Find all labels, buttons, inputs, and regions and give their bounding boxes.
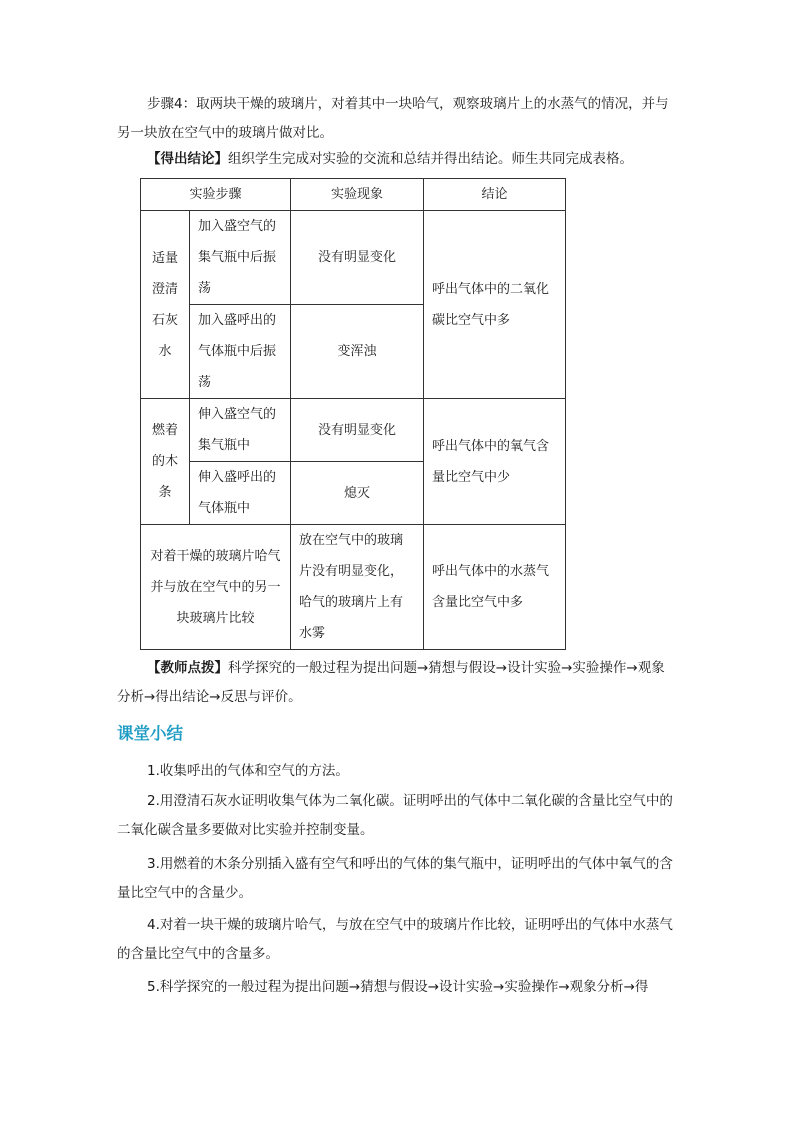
header-phenomenon: 实验现象 xyxy=(291,179,424,211)
teacher-tip xyxy=(117,654,677,712)
group3-phenomenon: 放在空气中的玻璃片没有明显变化，哈气的玻璃片上有水雾 xyxy=(291,525,424,650)
teacher-tip-text: 科学探究的一般过程为提出问题→猜想与假设→设计实验→实验操作→观象分析→得出结论→反思与评价。 xyxy=(117,660,665,705)
group2-phenomenon-1: 没有明显变化 xyxy=(291,399,424,462)
summary-title: 课堂小结 xyxy=(117,724,183,743)
group2-step-2: 伸入盛呼出的气体瓶中 xyxy=(190,462,291,525)
group2-label: 燃着的木条 xyxy=(141,399,190,525)
group2-phenomenon-2: 熄灭 xyxy=(291,462,424,525)
table-header-row xyxy=(141,179,566,211)
conclusion-text: 组织学生完成对实验的交流和总结并得出结论。师生共同完成表格。 xyxy=(228,151,633,167)
group1-step-2: 加入盛呼出的气体瓶中后振荡 xyxy=(190,305,291,399)
group1-phenomenon-2: 变浑浊 xyxy=(291,305,424,399)
header-step: 实验步骤 xyxy=(141,179,291,211)
group3-conclusion: 呼出气体中的水蒸气含量比空气中多 xyxy=(424,525,566,650)
group1-step-1: 加入盛空气的集气瓶中后振荡 xyxy=(190,211,291,305)
group1-phenomenon-1: 没有明显变化 xyxy=(291,211,424,305)
group2-step-1: 伸入盛空气的集气瓶中 xyxy=(190,399,291,462)
table-row xyxy=(141,211,566,305)
summary-item-2: 2.用澄清石灰水证明收集气体为二氧化碳。证明呼出的气体中二氧化碳的含量比空气中的二氧化碳含量多要做对比实验并控制变量。 xyxy=(117,793,673,838)
group2-conclusion: 呼出气体中的氧气含量比空气中少 xyxy=(424,399,566,525)
step4-paragraph: 步骤4：取两块干燥的玻璃片，对着其中一块哈气，观察玻璃片上的水蒸气的情况，并与另一块放在空气中的玻璃片做对比。 xyxy=(117,96,669,141)
group1-label: 适量澄清石灰水 xyxy=(141,211,190,399)
teacher-tip-label: 【教师点拨】 xyxy=(147,660,228,676)
group1-conclusion: 呼出气体中的二氧化碳比空气中多 xyxy=(424,211,566,399)
table-row xyxy=(141,525,566,650)
summary-item-3: 3.用燃着的木条分别插入盛有空气和呼出的气体的集气瓶中，证明呼出的气体中氧气的含量比空气中的含量少。 xyxy=(117,856,673,901)
experiment-table xyxy=(140,178,566,650)
conclusion-intro xyxy=(117,145,677,174)
group3-step: 对着干燥的玻璃片哈气并与放在空气中的另一块玻璃片比较 xyxy=(141,525,291,650)
summary-item-5: 5.科学探究的一般过程为提出问题→猜想与假设→设计实验→实验操作→观象分析→得 xyxy=(147,979,649,995)
conclusion-label: 【得出结论】 xyxy=(147,151,228,167)
table-row xyxy=(141,399,566,462)
summary-item-4: 4.对着一块干燥的玻璃片哈气，与放在空气中的玻璃片作比较，证明呼出的气体中水蒸气的含量比空气中的含量多。 xyxy=(117,917,673,962)
header-conclusion: 结论 xyxy=(424,179,566,211)
summary-item-1: 1.收集呼出的气体和空气的方法。 xyxy=(147,763,349,779)
